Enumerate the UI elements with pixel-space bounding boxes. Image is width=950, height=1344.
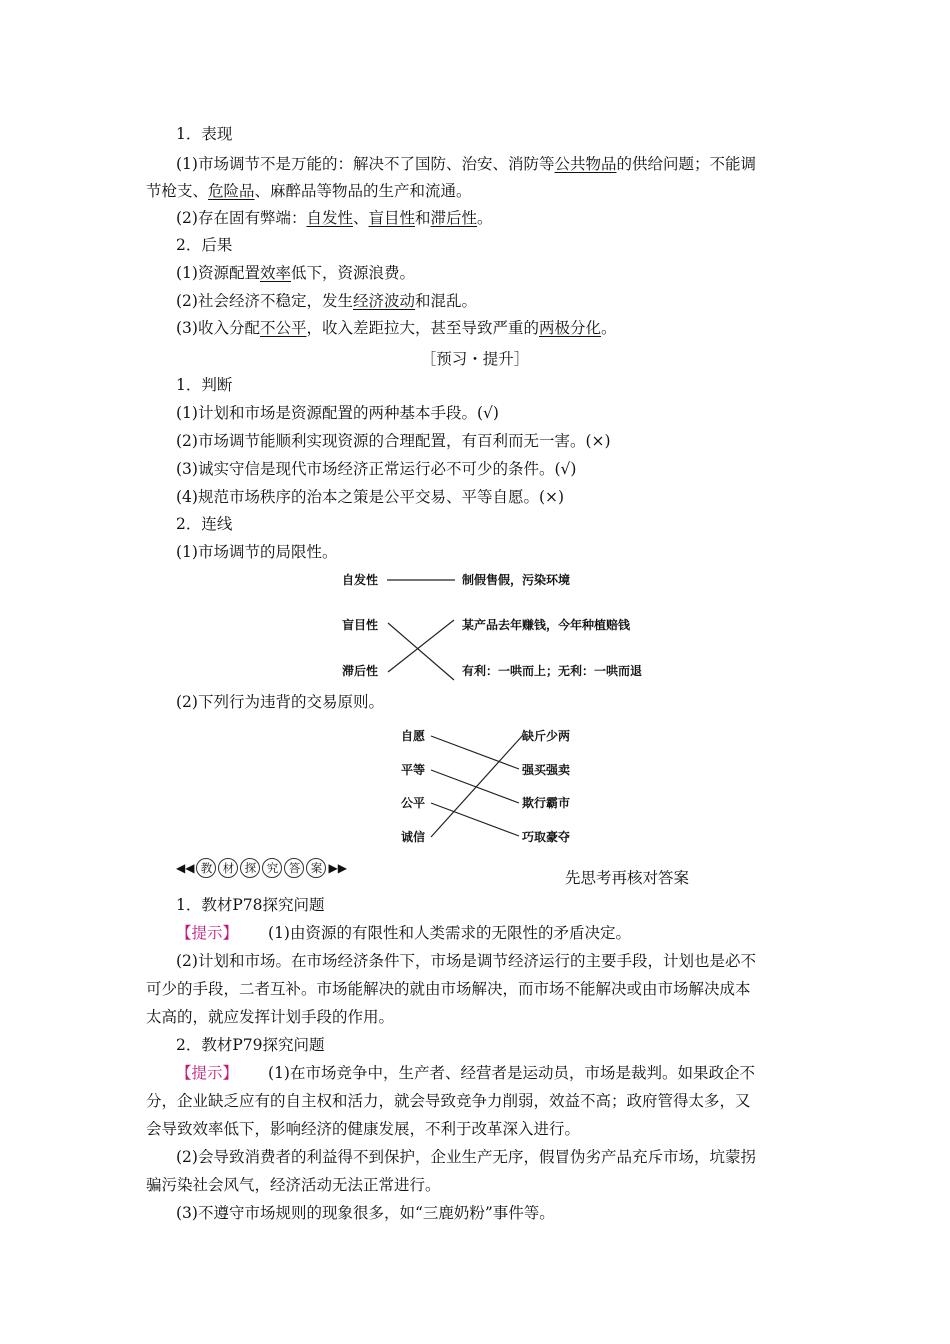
left-item: 诚信 xyxy=(401,830,426,844)
text: 、麻醉品等物品的生产和流通。 xyxy=(254,182,472,200)
heading-judge: 1．判断 xyxy=(176,376,233,394)
paragraph-1-line-2 xyxy=(146,181,472,201)
judge-item-1: (1)计划和市场是资源配置的两种基本手段。(√) xyxy=(176,404,499,422)
text: 节枪支、 xyxy=(146,182,209,200)
question-2-answer-2-line-1: (2)会导致消费者的利益得不到保护，企业生产无序，假冒伪劣产品充斥市场，坑蒙拐 xyxy=(176,1148,756,1166)
connector-line xyxy=(388,623,454,680)
right-item: 有利：一哄而上；无利：一哄而退 xyxy=(462,664,643,678)
question-2-title: 2．教材P79探究问题 xyxy=(176,1036,325,1054)
underlined-answer: 公共物品 xyxy=(554,155,617,173)
underlined-answer: 经济波动 xyxy=(352,292,415,310)
connect-item-2: (2)下列行为违背的交易原则。 xyxy=(176,693,384,711)
question-2-answer-2-line-2: 骗污染社会风气，经济活动无法正常进行。 xyxy=(146,1176,441,1194)
left-item: 盲目性 xyxy=(342,618,379,632)
banner-char: 案 xyxy=(306,858,326,878)
underlined-answer: 自发性 xyxy=(306,209,353,227)
text: (1)市场调节不是万能的：解决不了国防、治安、消防等 xyxy=(176,155,555,173)
connector-line xyxy=(388,620,454,672)
underlined-answer: 危险品 xyxy=(208,182,255,200)
question-2-answer-1-line-1 xyxy=(176,1063,755,1083)
question-2-answer-3: (3)不遵守市场规则的现象很多，如“三鹿奶粉”事件等。 xyxy=(176,1204,555,1222)
text: (2)社会经济不稳定，发生 xyxy=(176,292,353,310)
question-1-title: 1．教材P78探究问题 xyxy=(176,896,325,914)
connector-line xyxy=(431,735,523,837)
text: ，收入差距拉大，甚至导致严重的 xyxy=(306,319,539,337)
text: (1)在市场竞争中，生产者、经营者是运动员，市场是裁判。如果政企不 xyxy=(268,1064,755,1082)
question-1-answer-2-line-3: 太高的，就应发挥计划手段的作用。 xyxy=(146,1008,395,1026)
text: 低下，资源浪费。 xyxy=(290,264,415,282)
double-right-arrow-icon: ▶▶ xyxy=(328,861,347,875)
paragraph-2 xyxy=(176,208,493,228)
question-1-answer-2-line-2: 可少的手段，二者互补。市场能解决的就由市场解决，而市场不能解决或由市场解决成本 xyxy=(146,980,751,998)
think-first-note: 先思考再核对答案 xyxy=(565,869,690,887)
text: (3)收入分配 xyxy=(176,319,260,337)
result-3 xyxy=(176,318,617,338)
right-item: 强买强卖 xyxy=(522,763,571,777)
text: (2)存在固有弊端： xyxy=(176,209,307,227)
left-item: 滞后性 xyxy=(342,664,379,678)
hint-label: 【提示】 xyxy=(176,1064,239,1082)
left-item: 公平 xyxy=(401,796,426,810)
left-item: 平等 xyxy=(401,763,426,777)
right-item: 欺行霸市 xyxy=(522,796,571,810)
underlined-answer: 效率 xyxy=(259,264,291,282)
result-1 xyxy=(176,263,415,283)
banner-char: 教 xyxy=(196,858,216,878)
question-1-answer-2-line-1: (2)计划和市场。在市场经济条件下，市场是调节经济运行的主要手段，计划也是必不 xyxy=(176,952,756,970)
underlined-answer: 滞后性 xyxy=(430,209,478,227)
right-item: 缺斤少两 xyxy=(522,729,571,743)
banner-char: 答 xyxy=(284,858,304,878)
section-banner-textbook-answers xyxy=(176,858,347,878)
double-left-arrow-icon: ◀◀ xyxy=(176,861,195,875)
text: 。 xyxy=(601,319,617,337)
text: 。 xyxy=(477,209,493,227)
question-2-answer-1-line-2: 分，企业缺乏应有的自主权和活力，就会导致竞争力削弱，效益不高；政府管得太多，又 xyxy=(146,1092,751,1110)
text: 的供给问题；不能调 xyxy=(616,155,756,173)
connector-line xyxy=(431,736,519,769)
judge-item-3: (3)诚实守信是现代市场经济正常运行必不可少的条件。(√) xyxy=(176,460,577,478)
text: 和 xyxy=(415,209,431,227)
question-2-answer-1-line-3: 会导致效率低下，影响经济的健康发展，不利于改革深入进行。 xyxy=(146,1120,581,1138)
question-1-answer-1 xyxy=(176,923,631,943)
left-item: 自发性 xyxy=(342,573,379,587)
right-item: 某产品去年赚钱，今年种植赔钱 xyxy=(462,618,631,632)
text: 、 xyxy=(352,209,369,227)
connector-line xyxy=(431,770,519,803)
underlined-answer: 盲目性 xyxy=(368,209,416,227)
judge-item-4: (4)规范市场秩序的治本之策是公平交易、平等自愿。(×) xyxy=(176,488,565,506)
result-2 xyxy=(176,291,477,311)
section-heading-preview: ［预习・提升］ xyxy=(420,350,530,368)
banner-char: 探 xyxy=(240,858,260,878)
left-item: 自愿 xyxy=(401,729,426,743)
heading-houguo: 2．后果 xyxy=(176,236,233,254)
connector-line xyxy=(431,803,519,836)
paragraph-1-line-1 xyxy=(176,154,756,174)
hint-label: 【提示】 xyxy=(176,924,239,942)
underlined-answer: 两极分化 xyxy=(539,319,602,337)
banner-char: 材 xyxy=(218,858,238,878)
judge-item-2: (2)市场调节能顺利实现资源的合理配置，有百利而无一害。(×) xyxy=(176,432,611,450)
heading-biaoxian: 1．表现 xyxy=(176,125,233,143)
banner-char: 究 xyxy=(262,858,282,878)
matching-diagram-1 xyxy=(330,566,660,686)
text: (1)由资源的有限性和人类需求的无限性的矛盾决定。 xyxy=(268,924,631,942)
text: (1)资源配置 xyxy=(176,264,260,282)
right-item: 制假售假，污染环境 xyxy=(462,573,571,587)
heading-connect: 2．连线 xyxy=(176,515,233,533)
right-item: 巧取豪夺 xyxy=(522,830,571,844)
underlined-answer: 不公平 xyxy=(259,319,307,337)
text: 和混乱。 xyxy=(414,292,477,310)
matching-diagram-2 xyxy=(395,722,595,848)
connect-item-1: (1)市场调节的局限性。 xyxy=(176,543,338,561)
